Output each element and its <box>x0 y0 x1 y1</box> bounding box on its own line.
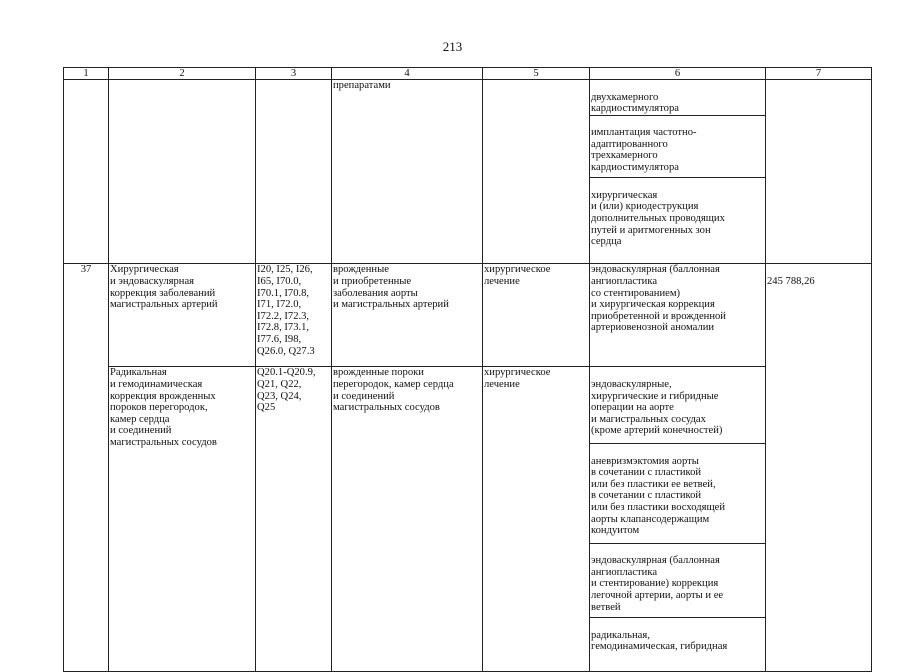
cell-name <box>109 80 256 264</box>
cell-methods <box>590 80 766 264</box>
price: 245 788,26 <box>766 264 872 672</box>
column-header-7: 7 <box>766 68 872 80</box>
services-table <box>63 67 872 672</box>
method-item: радикальная, гемодинамическая, гибридная <box>591 629 728 653</box>
cell-price <box>766 80 872 264</box>
method-item: эндоваскулярные, хирургические и гибридные операции на аорте и магистральных сосудах (кроме артерий конечностей) <box>590 379 765 444</box>
column-header-4: 4 <box>332 68 483 80</box>
column-header-1: 1 <box>64 68 109 80</box>
service-name: Радикальная и гемодинамическая коррекция врожденных пороков перегородок, камер сердца и соединений магистральных сосудов <box>109 367 256 672</box>
method-item: двухкамерного кардиостимулятора <box>590 92 765 116</box>
column-header-2: 2 <box>109 68 256 80</box>
treatment-type: хирургическое лечение <box>483 367 590 672</box>
diagnosis-codes: Q20.1-Q20.9, Q21, Q22, Q23, Q24, Q25 <box>256 367 332 672</box>
treatment-method: эндоваскулярная (баллонная ангиопластика со стентированием) и хирургическая коррекция приобретенной и врожденной артериовенозной аномалии <box>590 264 766 367</box>
cell-number <box>64 80 109 264</box>
column-header-5: 5 <box>483 68 590 80</box>
treatment-type: хирургическое лечение <box>483 264 590 367</box>
column-header-3: 3 <box>256 68 332 80</box>
column-number-row <box>64 68 872 80</box>
patient-model: врожденные пороки перегородок, камер сердца и соединений магистральных сосудов <box>332 367 483 672</box>
method-item: аневризмэктомия аорты в сочетании с пластикой или без пластики ее ветвей, в сочетании с пластикой или без пластики восходящей аорты клапансодержащим кондуитом <box>590 456 765 544</box>
diagnosis-codes: I20, I25, I26, I65, I70.0, I70.1, I70.8, I71, I72.0, I72.2, I72.3, I72.8, I73.1, I77.6, I98, Q26.0, Q27.3 <box>256 264 332 367</box>
table-row <box>64 367 872 672</box>
method-item: эндоваскулярная (баллонная ангиопластика и стентирование) коррекция легочной артерии, аорты и ее ветвей <box>590 555 765 618</box>
cell-codes <box>256 80 332 264</box>
row-number: 37 <box>64 264 109 672</box>
method-item: хирургическая и (или) криодеструкция дополнительных проводящих путей и аритмогенных зон сердца <box>591 189 725 248</box>
continuation-row <box>64 80 872 264</box>
patient-model: врожденные и приобретенные заболевания аорты и магистральных артерий <box>332 264 483 367</box>
method-item: имплантация частотно- адаптированного трехкамерного кардиостимулятора <box>590 127 765 178</box>
cell-methods <box>590 367 766 672</box>
page-number: 213 <box>442 39 463 54</box>
cell-patient-model: препаратами <box>332 80 483 264</box>
service-name: Хирургическая и эндоваскулярная коррекция заболеваний магистральных артерий <box>109 264 256 367</box>
cell-treatment-type <box>483 80 590 264</box>
column-header-6: 6 <box>590 68 766 80</box>
table-row <box>64 264 872 367</box>
